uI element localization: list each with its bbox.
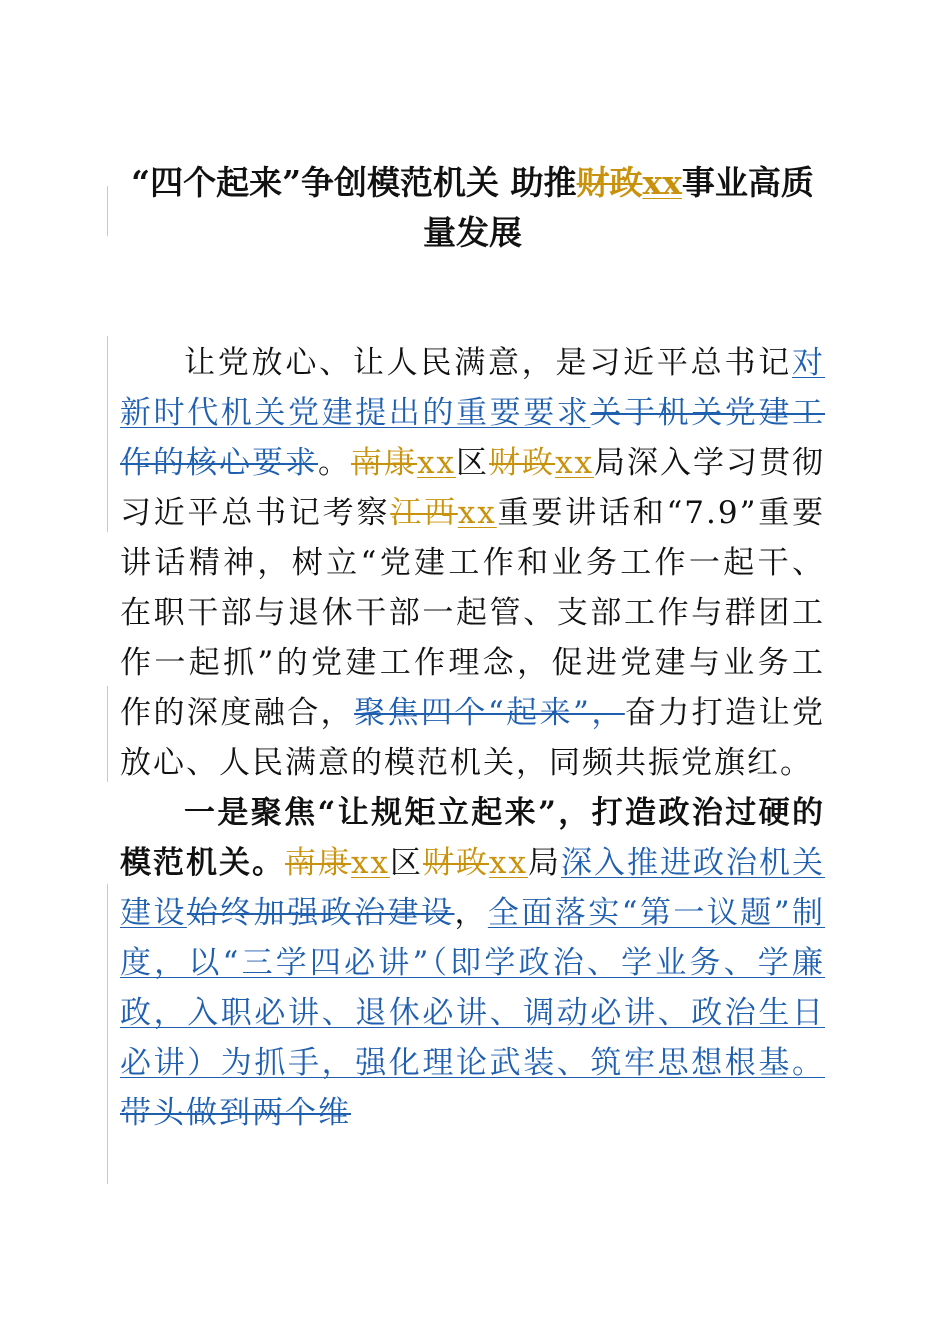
text-run: 局深入学习贯彻习近平总书记考察: [120, 445, 826, 531]
title-insertion: xx: [642, 163, 682, 202]
paragraph-intro: [120, 338, 825, 788]
tracked-insertion: xx: [417, 445, 457, 481]
title-deletion: 财政: [576, 163, 643, 202]
document-body: [120, 338, 825, 1138]
tracked-deletion: 财政: [489, 445, 556, 481]
tracked-insertion: xx: [351, 845, 390, 881]
change-bar: [107, 686, 108, 782]
text-run: 奋力打造让党放心、人民满意的模范机关，同频共振党旗红。: [120, 695, 826, 781]
paragraph-point-one: [120, 788, 825, 1138]
change-bar: [107, 884, 108, 1184]
paragraph-heading: 一是聚焦“让规矩立起来”，打造政治过硬的模范机关。: [120, 795, 825, 881]
tracked-deletion: 始终加强政治建设: [186, 895, 455, 931]
title-text: “四个起来”争创模范机关 助推: [131, 163, 577, 202]
tracked-deletion: 江西: [390, 495, 458, 531]
title-text: 事业高质量发展: [423, 163, 814, 252]
text-run: 。: [318, 445, 352, 481]
text-run: 重要讲话和“7.9”重要讲话精神，树立“党建工作和业务工作一起干、在职干部与退休干部一起管、支部工作与群团工作一起抓”的党建工作理念，促进党建与业务工作的深度融合，: [120, 495, 826, 731]
tracked-deletion: 财政: [423, 845, 490, 881]
text-run: 局: [528, 845, 562, 881]
text-run: ，: [454, 895, 488, 931]
tracked-deletion: 南康: [285, 845, 352, 881]
text-run: 区: [456, 445, 490, 481]
tracked-deletion: 带头做到两个维: [120, 1095, 351, 1131]
tracked-insertion: 全面落实“第一议题”制度，以“三学四必讲”（即学政治、学业务、学廉政，入职必讲、退休必讲、调动必讲、政治生日必讲）为抓手，强化理论武装、筑牢思想根基。: [120, 895, 826, 1081]
document-title: [120, 158, 825, 258]
tracked-insertion: 深入推进政治机关建设: [120, 845, 826, 931]
tracked-deletion: 关于机关党建工作的核心要求: [120, 395, 826, 481]
text-run: 让党放心、让人民满意，是习近平总书记: [184, 345, 792, 381]
tracked-insertion: xx: [457, 495, 497, 531]
tracked-insertion: 对新时代机关党建提出的重要要求: [120, 345, 825, 431]
change-bar: [107, 186, 108, 236]
tracked-insertion: xx: [489, 845, 528, 881]
tracked-insertion: xx: [555, 445, 595, 481]
text-run: 区: [390, 845, 424, 881]
change-bar: [107, 336, 108, 532]
tracked-deletion: 聚焦四个“起来”，: [354, 695, 625, 731]
tracked-deletion: 南康: [351, 445, 418, 481]
